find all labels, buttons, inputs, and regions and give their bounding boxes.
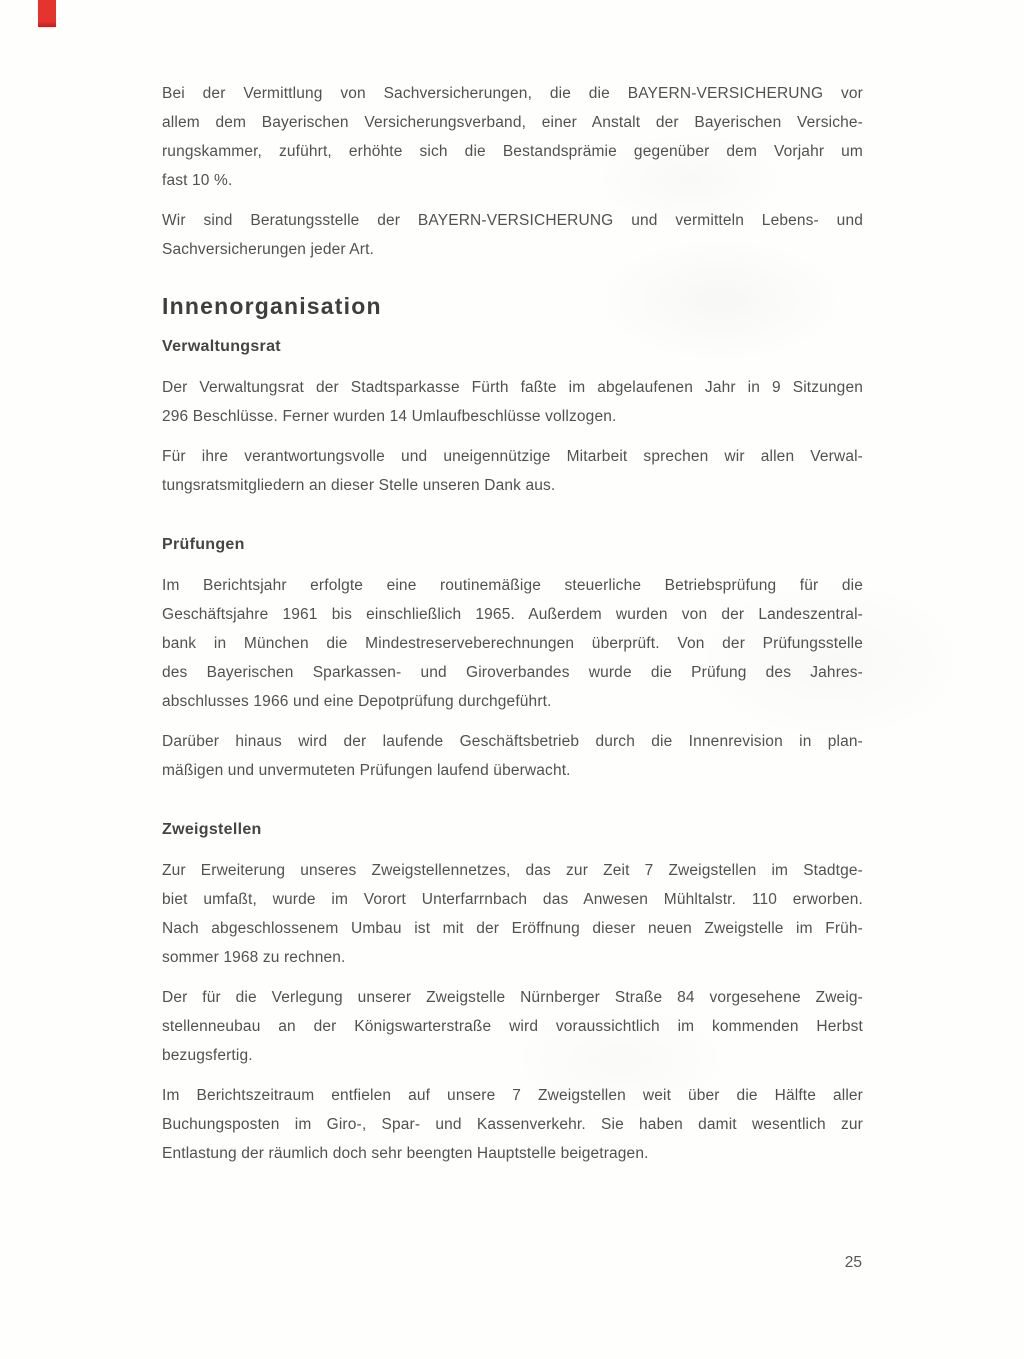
text-line: mäßigen und unvermuteten Prüfungen laufend überwacht.	[162, 762, 571, 779]
paragraph	[162, 727, 863, 785]
text-line: Wir sind Beratungsstelle der BAYERN-VERSICHERUNG und vermitteln Lebens- und	[162, 212, 863, 229]
text-line: Bei der Vermittlung von Sachversicherungen, die die BAYERN-VERSICHERUNG vor	[162, 85, 863, 102]
subsection-title: Verwaltungsrat	[162, 338, 281, 355]
subsection-title: Zweigstellen	[162, 821, 262, 838]
paragraph	[162, 856, 863, 972]
subsection-title: Prüfungen	[162, 536, 245, 553]
text-line: bezugsfertig.	[162, 1047, 253, 1064]
text-line: stellenneubau an der Königswarterstraße wird voraussichtlich im kommenden Herbst	[162, 1018, 863, 1035]
page-content	[162, 79, 863, 1179]
paragraph	[162, 983, 863, 1070]
text-line: 296 Beschlüsse. Ferner wurden 14 Umlaufbeschlüsse vollzogen.	[162, 408, 617, 425]
text-line: Zur Erweiterung unseres Zweigstellennetzes, das zur Zeit 7 Zweigstellen im Stadtge-	[162, 862, 863, 879]
paragraph	[162, 442, 863, 500]
paragraph	[162, 571, 863, 716]
paragraph	[162, 373, 863, 431]
subsection	[162, 819, 863, 1168]
text-line: Der Verwaltungsrat der Stadtsparkasse Fürth faßte im abgelaufenen Jahr in 9 Sitzungen	[162, 379, 863, 396]
paragraph	[162, 206, 863, 264]
page-number: 25	[844, 1254, 862, 1271]
intro-paragraphs	[162, 79, 863, 264]
text-line: fast 10 %.	[162, 172, 233, 189]
text-line: Für ihre verantwortungsvolle und uneigennützige Mitarbeit sprechen wir allen Verwal-	[162, 448, 863, 465]
text-line: sommer 1968 zu rechnen.	[162, 949, 346, 966]
text-line: biet umfaßt, wurde im Vorort Unterfarrnbach das Anwesen Mühltalstr. 110 erworben.	[162, 891, 863, 908]
text-line: rungskammer, zuführt, erhöhte sich die Bestandsprämie gegenüber dem Vorjahr um	[162, 143, 863, 160]
paragraph	[162, 79, 863, 195]
text-line: abschlusses 1966 und eine Depotprüfung durchgeführt.	[162, 693, 552, 710]
text-line: Nach abgeschlossenem Umbau ist mit der Eröffnung dieser neuen Zweigstelle im Früh-	[162, 920, 863, 937]
page-title: Innenorganisation	[162, 293, 382, 319]
text-line: Darüber hinaus wird der laufende Geschäftsbetrieb durch die Innenrevision in plan-	[162, 733, 863, 750]
text-line: Im Berichtsjahr erfolgte eine routinemäßige steuerliche Betriebsprüfung für die	[162, 577, 863, 594]
text-line: Sachversicherungen jeder Art.	[162, 241, 374, 258]
text-line: Der für die Verlegung unserer Zweigstelle Nürnberger Straße 84 vorgesehene Zweig-	[162, 989, 863, 1006]
red-corner-mark	[38, 0, 56, 27]
text-line: des Bayerischen Sparkassen- und Giroverbandes wurde die Prüfung des Jahres-	[162, 664, 863, 681]
subsection	[162, 336, 863, 500]
text-line: Im Berichtszeitraum entfielen auf unsere 7 Zweigstellen weit über die Hälfte aller	[162, 1087, 863, 1104]
text-line: tungsratsmitgliedern an dieser Stelle unseren Dank aus.	[162, 477, 556, 494]
subsection	[162, 534, 863, 785]
text-line: bank in München die Mindestreserveberechnungen überprüft. Von der Prüfungsstelle	[162, 635, 863, 652]
text-line: Geschäftsjahre 1961 bis einschließlich 1965. Außerdem wurden von der Landeszentral-	[162, 606, 863, 623]
text-line: Entlastung der räumlich doch sehr beengten Hauptstelle beigetragen.	[162, 1145, 649, 1162]
sections-container	[162, 336, 863, 1168]
text-line: Buchungsposten im Giro-, Spar- und Kassenverkehr. Sie haben damit wesentlich zur	[162, 1116, 863, 1133]
text-line: allem dem Bayerischen Versicherungsverband, einer Anstalt der Bayerischen Versiche-	[162, 114, 863, 131]
paragraph	[162, 1081, 863, 1168]
